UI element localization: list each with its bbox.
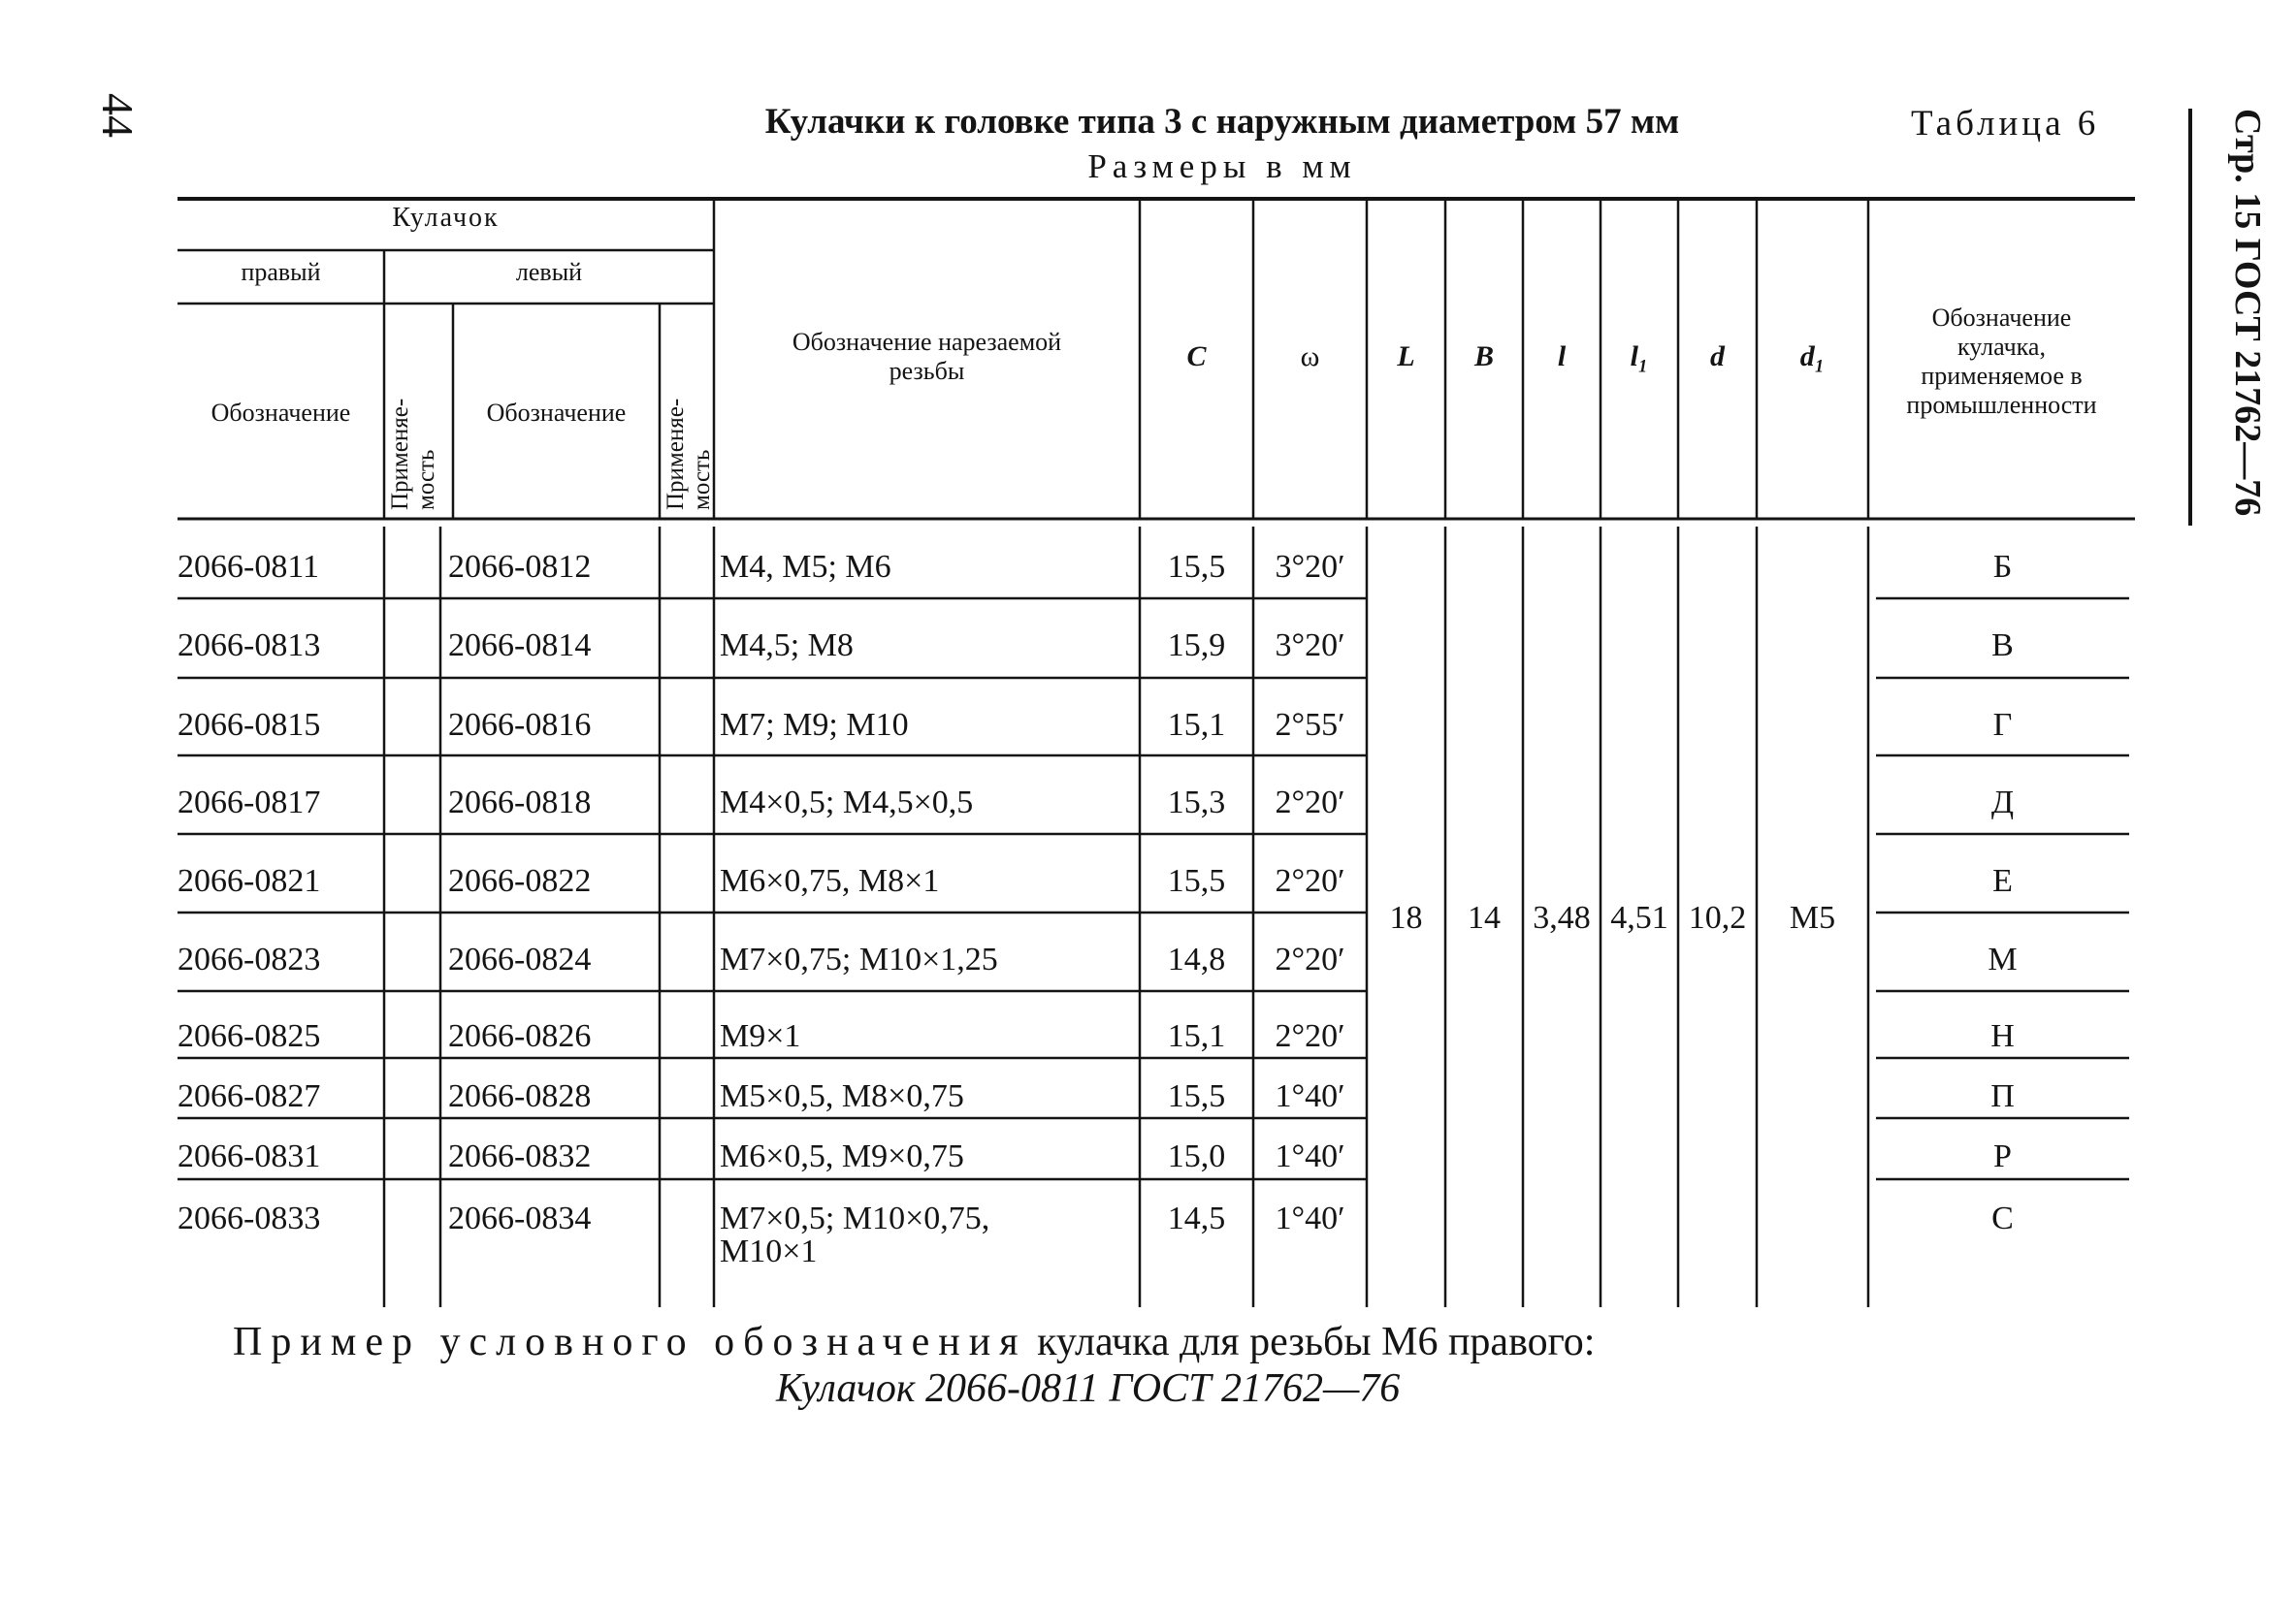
cell-right-designation: 2066-0817 <box>178 785 321 820</box>
cell-c: 14,8 <box>1167 942 1226 977</box>
cell-right-designation: 2066-0811 <box>178 549 320 585</box>
cell-right-designation: 2066-0813 <box>178 627 321 663</box>
cell-omega: 3°20′ <box>1275 627 1345 663</box>
cell-omega: 2°20′ <box>1275 863 1345 899</box>
header-d1: d₁ <box>1799 340 1826 372</box>
cell-omega: 2°20′ <box>1275 785 1345 820</box>
example-rest: кулачка для резьбы M6 правого: <box>1026 1320 1596 1364</box>
cell-c: 15,1 <box>1167 707 1226 743</box>
cell-thread-line2: M10×1 <box>720 1234 818 1269</box>
cell-thread: M6×0,5, M9×0,75 <box>720 1138 964 1174</box>
cell-left-designation: 2066-0812 <box>448 549 592 585</box>
header-omega: ω <box>1300 340 1320 372</box>
cell-c: 14,5 <box>1167 1201 1226 1236</box>
cell-thread: M4,5; M8 <box>720 627 854 663</box>
dimensions-table <box>178 192 2135 1307</box>
cell-right-designation: 2066-0823 <box>178 942 321 977</box>
cell-left-designation: 2066-0816 <box>448 707 592 743</box>
cell-omega: 1°40′ <box>1275 1078 1345 1114</box>
cell-right-designation: 2066-0815 <box>178 707 321 743</box>
cell-c: 15,5 <box>1167 1078 1226 1114</box>
header-right-designation: Обозначение <box>210 399 351 427</box>
header-c: C <box>1186 340 1207 372</box>
header-L: L <box>1397 340 1415 372</box>
cell-omega: 1°40′ <box>1275 1138 1345 1174</box>
cell-industry: Б <box>1992 549 2013 585</box>
cell-omega: 3°20′ <box>1275 549 1345 585</box>
cell-c: 15,1 <box>1167 1018 1226 1054</box>
side-rule <box>2188 109 2192 526</box>
header-industry-line3: применяемое в <box>1921 362 2083 390</box>
cell-industry: Г <box>1992 707 2013 743</box>
header-applicability-line1-left: Применяе- <box>663 398 689 510</box>
cell-industry: В <box>1991 627 2014 663</box>
cell-c: 15,0 <box>1167 1138 1226 1174</box>
header-industry <box>1868 304 2135 420</box>
cell-industry: Е <box>1992 863 2013 899</box>
cell-thread: M7×0,5; M10×0,75, <box>720 1201 990 1236</box>
cell-thread: M4, M5; M6 <box>720 549 891 585</box>
side-standard-reference: Стр. 15 ГОСТ 21762—76 <box>2227 109 2268 517</box>
cell-thread: M9×1 <box>720 1018 801 1054</box>
cell-left-designation: 2066-0818 <box>448 785 592 820</box>
header-applicability-line2-left: мость <box>689 449 715 510</box>
shared-d: 10,2 <box>1688 900 1747 936</box>
shared-L: 18 <box>1389 900 1423 936</box>
cell-thread: M4×0,5; M4,5×0,5 <box>720 785 974 820</box>
cell-right-designation: 2066-0833 <box>178 1201 321 1236</box>
table-number-label: Таблица 6 <box>1911 104 2100 144</box>
header-industry-line1: Обозначение <box>1931 304 2072 332</box>
cell-left-designation: 2066-0832 <box>448 1138 592 1174</box>
header-cam: Кулачок <box>392 203 500 233</box>
cell-left-designation: 2066-0822 <box>448 863 592 899</box>
cell-thread: M5×0,5, M8×0,75 <box>720 1078 964 1114</box>
example-designation: Кулачок 2066-0811 ГОСТ 21762—76 <box>776 1366 1401 1411</box>
cell-thread: M7×0,75; M10×1,25 <box>720 942 998 977</box>
header-industry-line2: кулачка, <box>1957 333 2046 361</box>
cell-right-designation: 2066-0831 <box>178 1138 321 1174</box>
page-number: 44 <box>93 93 143 138</box>
header-left: левый <box>515 258 583 286</box>
cell-thread: M6×0,75, M8×1 <box>720 863 940 899</box>
header-applicability-line1: Применяе- <box>387 398 413 510</box>
shared-l: 3,48 <box>1533 900 1591 936</box>
header-left-designation: Обозначение <box>486 399 627 427</box>
cell-c: 15,9 <box>1167 627 1226 663</box>
shared-B: 14 <box>1468 900 1501 936</box>
shared-d1: M5 <box>1789 900 1836 936</box>
cell-omega: 2°55′ <box>1275 707 1345 743</box>
cell-omega: 2°20′ <box>1275 1018 1345 1054</box>
cell-left-designation: 2066-0826 <box>448 1018 592 1054</box>
header-right: правый <box>241 258 321 286</box>
cell-c: 15,5 <box>1167 863 1226 899</box>
cell-industry: П <box>1990 1078 2015 1114</box>
header-left-applicability <box>663 399 715 510</box>
cell-industry: Н <box>1990 1018 2015 1054</box>
cell-thread: M7; M9; M10 <box>720 707 909 743</box>
header-d: d <box>1710 340 1725 372</box>
header-thread-line2: резьбы <box>889 357 965 385</box>
cell-c: 15,5 <box>1167 549 1226 585</box>
cell-right-designation: 2066-0825 <box>178 1018 321 1054</box>
cell-left-designation: 2066-0814 <box>448 627 592 663</box>
cell-left-designation: 2066-0824 <box>448 942 592 977</box>
header-thread-line1: Обозначение нарезаемой <box>792 328 1062 356</box>
cell-omega: 1°40′ <box>1275 1201 1345 1236</box>
header-l1: l₁ <box>1630 340 1649 372</box>
example-text <box>233 1319 1595 1365</box>
cell-industry: Д <box>1990 785 2015 820</box>
header-industry-line4: промышленности <box>1906 391 2097 419</box>
header-thread <box>714 328 1140 386</box>
cell-left-designation: 2066-0828 <box>448 1078 592 1114</box>
cell-right-designation: 2066-0821 <box>178 863 321 899</box>
header-l: l <box>1557 340 1567 372</box>
cell-c: 15,3 <box>1167 785 1226 820</box>
cell-industry: С <box>1991 1201 2014 1236</box>
shared-l1: 4,51 <box>1610 900 1668 936</box>
cell-omega: 2°20′ <box>1275 942 1345 977</box>
example-prefix: Пример условного обозначения <box>233 1320 1027 1364</box>
cell-right-designation: 2066-0827 <box>178 1078 321 1114</box>
cell-industry: М <box>1988 942 2018 977</box>
header-applicability-line2: мость <box>413 449 439 510</box>
cell-left-designation: 2066-0834 <box>448 1201 592 1236</box>
table-subtitle: Размеры в мм <box>1087 147 1357 185</box>
header-B: B <box>1473 340 1494 372</box>
header-right-applicability <box>387 399 439 510</box>
cell-industry: Р <box>1993 1138 2012 1174</box>
table-title: Кулачки к головке типа 3 с наружным диаметром 57 мм <box>764 102 1680 142</box>
